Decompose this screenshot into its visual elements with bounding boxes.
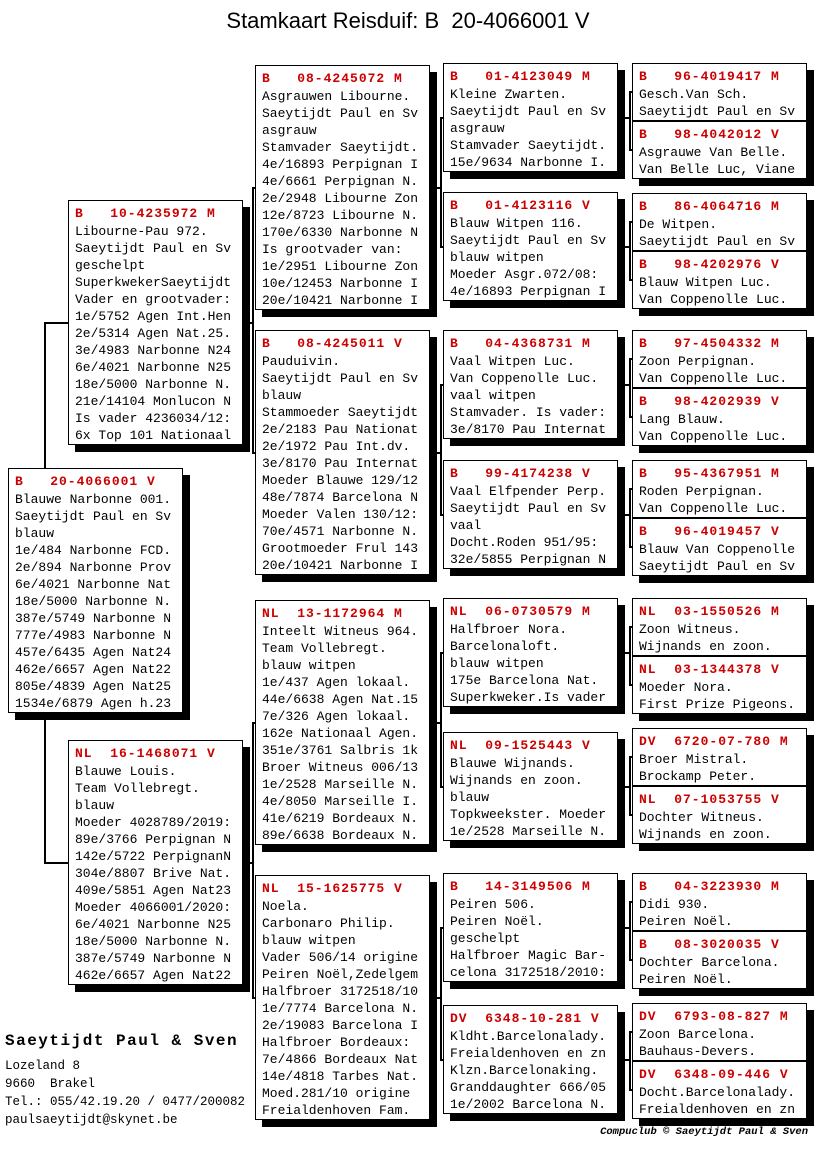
owner-address-line: paulsaeytijdt@skynet.be xyxy=(5,1113,178,1127)
pedigree-box xyxy=(632,460,807,518)
pedigree-line: 10e/12453 Narbonne I xyxy=(262,276,419,291)
connector-line xyxy=(45,862,68,864)
owner-address xyxy=(5,1057,245,1129)
pedigree-box xyxy=(632,786,807,844)
pedigree-line: First Prize Pigeons. xyxy=(639,697,796,712)
pedigree-line: 4e/6661 Perpignan N. xyxy=(262,174,419,189)
ring-header: B 20-4066001 V xyxy=(15,474,156,489)
pedigree-line: Moeder 4066001/2020: xyxy=(75,900,232,915)
page-title: Stamkaart Reisduif: B 20-4066001 V xyxy=(226,8,590,33)
connector-line xyxy=(252,187,254,454)
pedigree-line: Brockamp Peter. xyxy=(639,769,757,784)
pedigree-box xyxy=(632,330,807,388)
pedigree-line: Vader en grootvader: xyxy=(75,292,232,307)
pedigree-box xyxy=(255,330,430,575)
pedigree-line: Pauduivin. xyxy=(262,354,341,369)
pedigree-line: 89e/3766 Perpignan N xyxy=(75,832,232,847)
pedigree-box xyxy=(632,1003,807,1061)
pedigree-line: Saeytijdt Paul en Sv xyxy=(262,371,419,386)
pedigree-line: blauw xyxy=(450,790,490,805)
pedigree-line: 21e/14104 Monlucon N xyxy=(75,394,232,409)
pedigree-line: Saeytijdt Paul en Sv xyxy=(639,234,796,249)
pedigree-line: Broer Witneus 006/13 xyxy=(262,760,419,775)
pedigree-line: Blauwe Narbonne 001. xyxy=(15,492,172,507)
ring-header: B 08-3020035 V xyxy=(639,937,780,952)
pedigree-box xyxy=(632,251,807,309)
pedigree-line: 6e/4021 Narbonne N25 xyxy=(75,917,232,932)
pedigree-line: 32e/5855 Perpignan N xyxy=(450,552,607,567)
owner-address-line: Tel.: 055/42.19.20 / 0477/200082 xyxy=(5,1095,246,1109)
pedigree-line: 7e/326 Agen lokaal. xyxy=(262,709,411,724)
pedigree-line: 2e/19083 Barcelona I xyxy=(262,1018,419,1033)
connector-line xyxy=(440,652,442,788)
pedigree-line: SuperkwekerSaeytijdt xyxy=(75,275,232,290)
pedigree-line: Asgrauwen Libourne. xyxy=(262,89,411,104)
pedigree-line: blauw xyxy=(75,798,115,813)
pedigree-line: Asgrauwe Van Belle. xyxy=(639,145,788,160)
connector-line xyxy=(618,384,631,386)
pedigree-line: Van Coppenolle Luc. xyxy=(450,371,599,386)
pedigree-line: Kleine Zwarten. xyxy=(450,87,568,102)
owner-name: Saeytijdt Paul & Sven xyxy=(5,1032,239,1050)
connector-line xyxy=(629,1031,631,1091)
pedigree-box xyxy=(255,65,430,310)
connector-line xyxy=(45,322,68,324)
pedigree-line: geschelpt xyxy=(450,931,521,946)
pedigree-box xyxy=(443,873,618,982)
pedigree-line: Van Coppenolle Luc. xyxy=(639,429,788,444)
pedigree-line: blauw xyxy=(15,526,55,541)
pedigree-line: Halfbroer Magic Bar- xyxy=(450,948,607,963)
ring-header: NL 06-0730579 M xyxy=(450,604,591,619)
ring-header: NL 07-1053755 V xyxy=(639,792,780,807)
pedigree-line: Didi 930. xyxy=(639,897,710,912)
pedigree-line: asgrauw xyxy=(262,123,317,138)
pedigree-line: Van Coppenolle Luc. xyxy=(639,292,788,307)
pedigree-line: Moeder 4028789/2019: xyxy=(75,815,232,830)
pedigree-line: Saeytijdt Paul en Sv xyxy=(450,233,607,248)
pedigree-line: 462e/6657 Agen Nat22 xyxy=(75,968,232,983)
pedigree-box xyxy=(632,931,807,989)
connector-line xyxy=(440,927,442,1061)
pedigree-line: Wijnands en zoon. xyxy=(639,827,772,842)
connector-line xyxy=(440,384,442,516)
pedigree-box xyxy=(68,740,243,985)
connector-line xyxy=(618,1059,631,1061)
pedigree-line: 142e/5722 PerpignanN xyxy=(75,849,232,864)
pedigree-box xyxy=(632,598,807,656)
pedigree-line: 1e/437 Agen lokaal. xyxy=(262,675,411,690)
pedigree-line: Stamvader Saeytijdt. xyxy=(450,138,607,153)
connector-line xyxy=(618,514,631,516)
pedigree-line: Halfbroer Nora. xyxy=(450,622,568,637)
pedigree-box xyxy=(443,732,618,841)
ring-header: B 98-4202976 V xyxy=(639,257,780,272)
pedigree-line: blauw xyxy=(262,388,302,403)
pedigree-box xyxy=(632,121,807,179)
pedigree-line: Saeytijdt Paul en Sv xyxy=(639,104,796,119)
pedigree-line: Vaal Witpen Luc. xyxy=(450,354,575,369)
pedigree-line: Moed.281/10 origine xyxy=(262,1086,411,1101)
pedigree-box xyxy=(632,388,807,446)
connector-line xyxy=(629,91,631,151)
pedigree-line: 2e/5314 Agen Nat.25. xyxy=(75,326,232,341)
pedigree-line: 2e/894 Narbonne Prov xyxy=(15,560,172,575)
pedigree-line: Blauw Van Coppenolle xyxy=(639,542,796,557)
pedigree-line: Noela. xyxy=(262,899,309,914)
pedigree-box xyxy=(443,192,618,301)
pedigree-line: Van Coppenolle Luc. xyxy=(639,371,788,386)
pedigree-line: Barcelonaloft. xyxy=(450,639,560,654)
pedigree-line: Van Coppenolle Luc. xyxy=(639,501,788,516)
ring-header: B 08-4245011 V xyxy=(262,336,403,351)
pedigree-line: 2e/1972 Pau Int.dv. xyxy=(262,439,411,454)
pedigree-box xyxy=(443,330,618,439)
pedigree-line: De Witpen. xyxy=(639,217,718,232)
pedigree-line: Stamvader. Is vader: xyxy=(450,405,607,420)
pedigree-line: Roden Perpignan. xyxy=(639,484,764,499)
pedigree-line: Libourne-Pau 972. xyxy=(75,224,208,239)
pedigree-line: Peiren Noël. xyxy=(639,914,733,929)
ring-header: NL 03-1344378 V xyxy=(639,662,780,677)
pedigree-line: Dochter Witneus. xyxy=(639,810,764,825)
pedigree-line: Lang Blauw. xyxy=(639,412,725,427)
connector-line xyxy=(440,117,442,248)
pedigree-line: Wijnands en zoon. xyxy=(450,773,583,788)
ring-header: DV 6348-09-446 V xyxy=(639,1067,789,1082)
pedigree-line: blauw witpen xyxy=(450,656,544,671)
ring-header: B 96-4019457 V xyxy=(639,524,780,539)
pedigree-line: Zoon Barcelona. xyxy=(639,1027,757,1042)
pedigree-line: 7e/4866 Bordeaux Nat xyxy=(262,1052,419,1067)
pedigree-line: Peiren Noël. xyxy=(639,972,733,987)
ring-header: DV 6793-08-827 M xyxy=(639,1009,789,1024)
pedigree-line: Saeytijdt Paul en Sv xyxy=(450,501,607,516)
connector-line xyxy=(243,862,254,864)
pedigree-line: 409e/5851 Agen Nat23 xyxy=(75,883,232,898)
pedigree-line: asgrauw xyxy=(450,121,505,136)
pedigree-line: Saeytijdt Paul en Sv xyxy=(262,106,419,121)
pedigree-line: 89e/6638 Bordeaux N. xyxy=(262,828,419,843)
pedigree-line: 1e/5752 Agen Int.Hen xyxy=(75,309,232,324)
connector-line xyxy=(430,997,442,999)
pedigree-line: Saeytijdt Paul en Sv xyxy=(639,559,796,574)
pedigree-line: 1e/2951 Libourne Zon xyxy=(262,259,419,274)
ring-header: B 95-4367951 M xyxy=(639,466,780,481)
connector-line xyxy=(629,488,631,548)
pedigree-line: 3e/8170 Pau Internat xyxy=(262,456,419,471)
ring-header: DV 6720-07-780 M xyxy=(639,734,789,749)
pedigree-line: Stamvader Saeytijdt. xyxy=(262,140,419,155)
ring-header: B 96-4019417 M xyxy=(639,69,780,84)
pedigree-line: Gesch.Van Sch. xyxy=(639,87,749,102)
pedigree-line: geschelpt xyxy=(75,258,146,273)
pedigree-line: blauw witpen xyxy=(262,933,356,948)
pedigree-line: Freialdenhoven en zn xyxy=(639,1102,796,1117)
connector-line xyxy=(618,246,631,248)
pedigree-box xyxy=(632,63,807,121)
credit-line: Compuclub © Saeytijdt Paul & Sven xyxy=(600,1126,808,1138)
pedigree-line: 351e/3761 Salbris 1k xyxy=(262,743,419,758)
ring-header: B 98-4202939 V xyxy=(639,394,780,409)
pedigree-box xyxy=(632,728,807,786)
pedigree-line: 4e/8050 Marseille I. xyxy=(262,794,419,809)
pedigree-line: Moeder Valen 130/12: xyxy=(262,507,419,522)
pedigree-line: Is vader 4236034/12: xyxy=(75,411,232,426)
pedigree-line: blauw witpen xyxy=(450,250,544,265)
pedigree-line: Blauwe Louis. xyxy=(75,764,177,779)
pedigree-line: 44e/6638 Agen Nat.15 xyxy=(262,692,419,707)
pedigree-line: Halfbroer 3172518/10 xyxy=(262,984,419,999)
pedigree-line: Saeytijdt Paul en Sv xyxy=(450,104,607,119)
pedigree-line: Zoon Perpignan. xyxy=(639,354,757,369)
pedigree-line: 387e/5749 Narbonne N xyxy=(15,611,172,626)
connector-line xyxy=(629,626,631,686)
pedigree-line: 175e Barcelona Nat. xyxy=(450,673,599,688)
pedigree-box xyxy=(632,193,807,251)
pedigree-line: 457e/6435 Agen Nat24 xyxy=(15,645,172,660)
connector-line xyxy=(430,722,442,724)
owner-address-line: Lozeland 8 xyxy=(5,1059,81,1073)
ring-header: B 08-4245072 M xyxy=(262,71,403,86)
pedigree-line: Peiren 506. xyxy=(450,897,536,912)
connector-line xyxy=(618,786,631,788)
pedigree-line: Topkweekster. Moeder xyxy=(450,807,607,822)
pedigree-line: Van Belle Luc, Viane xyxy=(639,162,796,177)
pedigree-line: 6x Top 101 Nationaal xyxy=(75,428,232,443)
pedigree-line: blauw witpen xyxy=(262,658,356,673)
ring-header: B 14-3149506 M xyxy=(450,879,591,894)
pedigree-line: vaal xyxy=(450,518,482,533)
pedigree-line: Kldht.Barcelonalady. xyxy=(450,1029,607,1044)
ring-header: NL 15-1625775 V xyxy=(262,881,403,896)
pedigree-line: Freialdenhoven en zn xyxy=(450,1046,607,1061)
pedigree-line: 41e/6219 Bordeaux N. xyxy=(262,811,419,826)
pedigree-box xyxy=(443,598,618,707)
ring-header: NL 09-1525443 V xyxy=(450,738,591,753)
pedigree-line: Peiren Noël. xyxy=(450,914,544,929)
pedigree-box xyxy=(632,656,807,714)
pedigree-box xyxy=(8,468,183,713)
pedigree-line: 805e/4839 Agen Nat25 xyxy=(15,679,172,694)
pedigree-box xyxy=(68,200,243,445)
pedigree-line: 20e/10421 Narbonne I xyxy=(262,293,419,308)
pedigree-line: Wijnands en zoon. xyxy=(639,639,772,654)
ring-header: B 99-4174238 V xyxy=(450,466,591,481)
pedigree-line: 1e/2528 Marseille N. xyxy=(450,824,607,839)
pedigree-line: Halfbroer Bordeaux: xyxy=(262,1035,411,1050)
pedigree-line: 70e/4571 Narbonne N. xyxy=(262,524,419,539)
pedigree-line: Klzn.Barcelonaking. xyxy=(450,1063,599,1078)
connector-line xyxy=(629,901,631,961)
pedigree-box xyxy=(255,600,430,845)
pedigree-line: Broer Mistral. xyxy=(639,752,749,767)
ring-header: B 01-4123049 M xyxy=(450,69,591,84)
pedigree-line: 1e/484 Narbonne FCD. xyxy=(15,543,172,558)
pedigree-line: Moeder Blauwe 129/12 xyxy=(262,473,419,488)
owner-address-line: 9660 Brakel xyxy=(5,1077,96,1091)
pedigree-line: 12e/8723 Libourne N. xyxy=(262,208,419,223)
pedigree-line: 3e/8170 Pau Internat xyxy=(450,422,607,437)
pedigree-line: Team Vollebregt. xyxy=(75,781,200,796)
pedigree-line: Blauw Witpen Luc. xyxy=(639,275,772,290)
pedigree-line: 15e/9634 Narbonne I. xyxy=(450,155,607,170)
pedigree-line: 2e/2183 Pau Nationat xyxy=(262,422,419,437)
owner-block xyxy=(5,1032,245,1129)
pedigree-line: Carbonaro Philip. xyxy=(262,916,395,931)
pedigree-line: 3e/4983 Narbonne N24 xyxy=(75,343,232,358)
ring-header: DV 6348-10-281 V xyxy=(450,1011,600,1026)
ring-header: B 04-3223930 M xyxy=(639,879,780,894)
pedigree-line: 1534e/6879 Agen h.23 xyxy=(15,696,172,711)
pedigree-line: Vaal Elfpender Perp. xyxy=(450,484,607,499)
pedigree-line: 462e/6657 Agen Nat22 xyxy=(15,662,172,677)
pedigree-line: 18e/5000 Narbonne N. xyxy=(15,594,172,609)
pedigree-line: celona 3172518/2010: xyxy=(450,965,607,980)
pedigree-line: Blauw Witpen 116. xyxy=(450,216,583,231)
pedigree-line: 1e/7774 Barcelona N. xyxy=(262,1001,419,1016)
pedigree-line: 4e/16893 Perpignan I xyxy=(450,284,607,299)
pedigree-line: 6e/4021 Narbonne Nat xyxy=(15,577,172,592)
connector-line xyxy=(618,652,631,654)
pedigree-line: 18e/5000 Narbonne N. xyxy=(75,934,232,949)
pedigree-box xyxy=(632,518,807,576)
pedigree-line: Moeder Asgr.072/08: xyxy=(450,267,599,282)
pedigree-line: 48e/7874 Barcelona N xyxy=(262,490,419,505)
pedigree-line: Vader 506/14 origine xyxy=(262,950,419,965)
pedigree-line: Bauhaus-Devers. xyxy=(639,1044,757,1059)
connector-line xyxy=(243,322,254,324)
pedigree-box xyxy=(632,1061,807,1119)
pedigree-line: 2e/2948 Libourne Zon xyxy=(262,191,419,206)
pedigree-line: Freialdenhoven Fam. xyxy=(262,1103,411,1118)
pedigree-line: Team Vollebregt. xyxy=(262,641,387,656)
pedigree-line: Dochter Barcelona. xyxy=(639,955,780,970)
pedigree-box xyxy=(443,63,618,172)
pedigree-line: Blauwe Wijnands. xyxy=(450,756,575,771)
pedigree-line: 170e/6330 Narbonne N xyxy=(262,225,419,240)
connector-line xyxy=(430,187,442,189)
pedigree-line: 6e/4021 Narbonne N25 xyxy=(75,360,232,375)
ring-header: NL 16-1468071 V xyxy=(75,746,216,761)
pedigree-line: 1e/2002 Barcelona N. xyxy=(450,1097,607,1112)
pedigree-line: Moeder Nora. xyxy=(639,680,733,695)
pedigree-line: Grootmoeder Frul 143 xyxy=(262,541,419,556)
ring-header: NL 03-1550526 M xyxy=(639,604,780,619)
pedigree-line: Docht.Roden 951/95: xyxy=(450,535,599,550)
pedigree-line: 4e/16893 Perpignan I xyxy=(262,157,419,172)
pedigree-line: 14e/4818 Tarbes Nat. xyxy=(262,1069,419,1084)
ring-header: B 10-4235972 M xyxy=(75,206,216,221)
pedigree-line: 20e/10421 Narbonne I xyxy=(262,558,419,573)
ring-header: B 01-4123116 V xyxy=(450,198,591,213)
pedigree-line: Superkweker.Is vader xyxy=(450,690,607,705)
pedigree-line: 777e/4983 Narbonne N xyxy=(15,628,172,643)
pedigree-line: Granddaughter 666/05 xyxy=(450,1080,607,1095)
pedigree-line: Saeytijdt Paul en Sv xyxy=(15,509,172,524)
connector-line xyxy=(618,117,631,119)
ring-header: NL 13-1172964 M xyxy=(262,606,403,621)
pedigree-line: vaal witpen xyxy=(450,388,536,403)
connector-line xyxy=(618,927,631,929)
connector-line xyxy=(629,221,631,281)
pedigree-box xyxy=(255,875,430,1120)
pedigree-line: 162e Nationaal Agen. xyxy=(262,726,419,741)
pedigree-line: 387e/5749 Narbonne N xyxy=(75,951,232,966)
ring-header: B 86-4064716 M xyxy=(639,199,780,214)
pedigree-line: Is grootvader van: xyxy=(262,242,403,257)
pedigree-line: Zoon Witneus. xyxy=(639,622,741,637)
pedigree-line: Inteelt Witneus 964. xyxy=(262,624,419,639)
pedigree-line: Docht.Barcelonalady. xyxy=(639,1085,796,1100)
ring-header: B 97-4504332 M xyxy=(639,336,780,351)
pedigree-line: 304e/8807 Brive Nat. xyxy=(75,866,232,881)
pedigree-box xyxy=(443,1005,618,1114)
pedigree-line: 18e/5000 Narbonne N. xyxy=(75,377,232,392)
connector-line xyxy=(430,452,442,454)
pedigree-box xyxy=(632,873,807,931)
pedigree-line: Saeytijdt Paul en Sv xyxy=(75,241,232,256)
pedigree-box xyxy=(443,460,618,569)
ring-header: B 98-4042012 V xyxy=(639,127,780,142)
connector-line xyxy=(252,722,254,999)
connector-line xyxy=(629,358,631,418)
ring-header: B 04-4368731 M xyxy=(450,336,591,351)
pedigree-line: 1e/2528 Marseille N. xyxy=(262,777,419,792)
pedigree-line: Peiren Noël,Zedelgem xyxy=(262,967,419,982)
pedigree-line: Stammoeder Saeytijdt xyxy=(262,405,419,420)
